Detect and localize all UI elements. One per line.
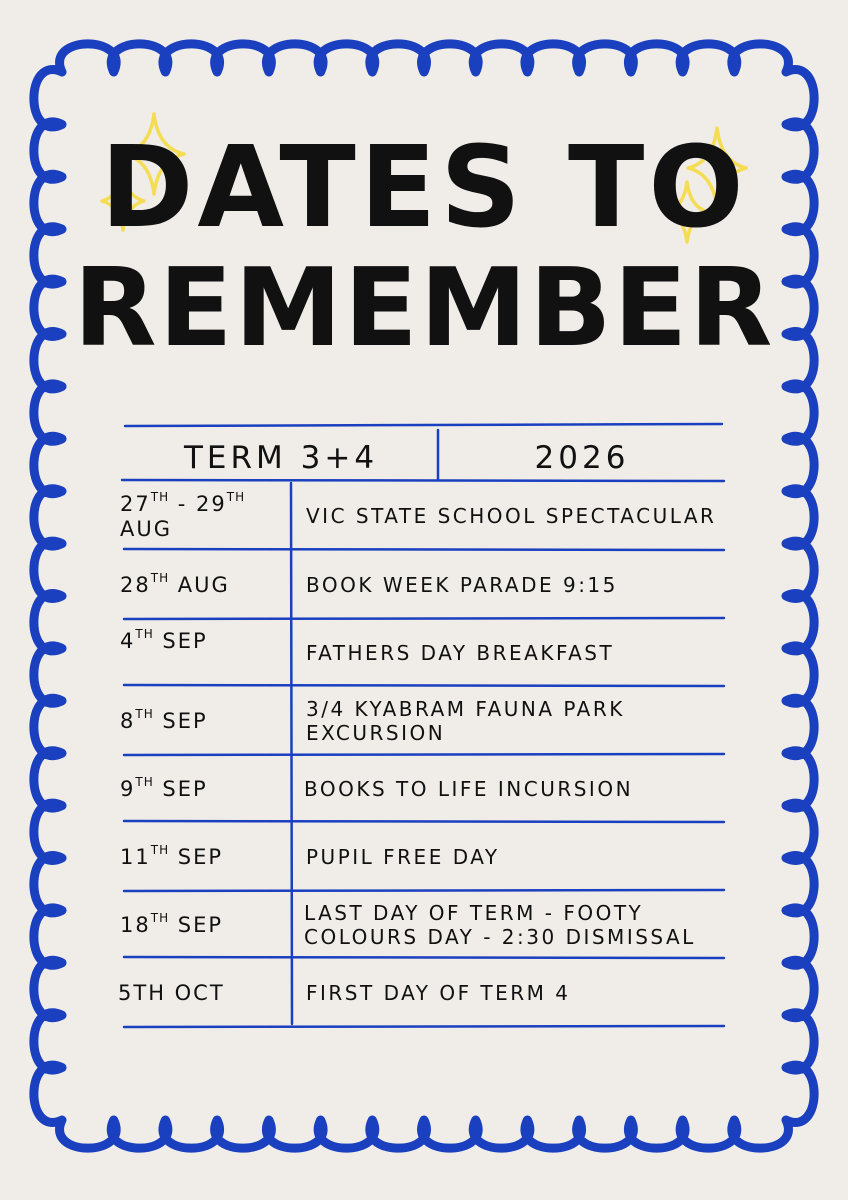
event-cell: VIC STATE SCHOOL SPECTACULAR [306,504,717,528]
date-cell: 5TH OCT [118,980,225,1005]
date-cell: 4TH SEP [120,627,208,653]
table-row [0,620,848,686]
event-cell: BOOKS TO LIFE INCURSION [304,777,634,801]
table-row [0,756,848,822]
header-term: TERM 3+4 [183,440,379,476]
table-row [0,960,848,1026]
event-cell: FATHERS DAY BREAKFAST [306,641,615,665]
date-cell: 11TH SEP [120,843,224,870]
date-cell: 8TH SEP [120,707,208,734]
date-cell: 28TH AUG [120,571,230,598]
table-row [0,892,848,958]
event-cell: FIRST DAY OF TERM 4 [306,981,571,1005]
table-rule-header [122,480,724,481]
header-year: 2026 [534,440,630,476]
page-title-line-2: REMEMBER [73,246,775,371]
table-rule-row [124,1026,724,1027]
table-rule-row [124,754,724,755]
date-cell: 27TH - 29TH AUG [120,490,246,541]
event-cell: LAST DAY OF TERM - FOOTY COLOURS DAY - 2:30 DISMISSAL [304,901,696,949]
date-cell: 18TH SEP [120,911,224,938]
table-rule-row [124,890,724,891]
event-cell: BOOK WEEK PARADE 9:15 [306,573,618,597]
table-row [0,552,848,618]
table-rule-top [125,424,722,426]
table-rule-row [124,618,724,619]
table-row [0,688,848,754]
table-row [0,824,848,890]
page-title-line-1: DATES TO [100,123,748,253]
date-cell: 9TH SEP [120,775,208,802]
table-row [0,482,848,550]
event-cell: PUPIL FREE DAY [306,845,500,869]
event-cell: 3/4 KYABRAM FAUNA PARK EXCURSION [306,697,625,745]
